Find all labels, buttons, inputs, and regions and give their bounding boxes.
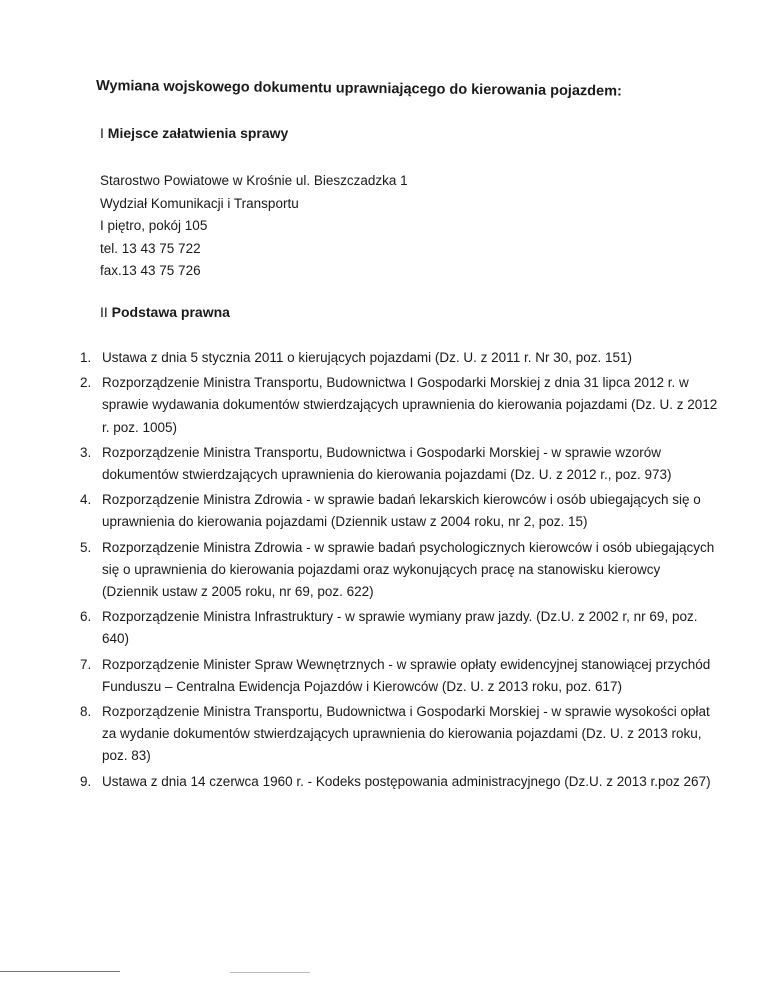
list-item-number: 1. <box>80 350 92 365</box>
section-2-title: Podstawa prawna <box>111 304 230 320</box>
list-item-text: Rozporządzenie Minister Spraw Wewnętrznych - w sprawie opłaty ewidencyjnej stanowiącej przychód Funduszu – Centralna Ewidencja Pojazdów i Kierowców (Dz. U. z 2013 roku, poz. 617) <box>102 656 711 694</box>
list-item <box>80 771 720 793</box>
scan-artifact-line <box>230 972 310 973</box>
section-1-numeral: I <box>100 125 104 141</box>
list-item <box>80 442 720 486</box>
list-item-number: 2. <box>80 375 92 391</box>
section-1-title: Miejsce załatwienia sprawy <box>107 125 289 141</box>
address-line: Wydział Komunikacji i Transportu <box>100 195 299 211</box>
list-item-number: 7. <box>80 656 92 672</box>
list-item-number: 5. <box>80 539 92 555</box>
section-1-heading <box>100 125 288 141</box>
list-item-number: 8. <box>80 704 92 720</box>
list-item-text: Rozporządzenie Ministra Transportu, Budownictwa i Gospodarki Morskiej - w sprawie wysokości opłat za wydanie dokumentów stwierdzających uprawnienia do kierowania pojazdami (Dz. U. z 2013 roku, poz. 83) <box>102 704 710 764</box>
list-item-text: Rozporządzenie Ministra Zdrowia - w sprawie badań psychologicznych kierowców i osób ubiegających się o uprawnienia do kierowania pojazdami oraz wykonujących pracę na stanowisku kierowcy (Dziennik ustaw z 2005 roku, nr 69, poz. 622) <box>102 539 715 600</box>
list-item-text: Rozporządzenie Ministra Transportu, Budownictwa i Gospodarki Morskiej - w sprawie wzorów dokumentów stwierdzających uprawnienia do kierowania pojazdami (Dz. U. z 2012 r., poz. 973) <box>102 444 672 483</box>
list-item-text: Rozporządzenie Ministra Infrastruktury - w sprawie wymiany praw jazdy. (Dz.U. z 2002 r, nr 69, poz. 640) <box>102 609 698 647</box>
list-item <box>80 537 720 604</box>
list-item-text: Rozporządzenie Ministra Zdrowia - w sprawie badań lekarskich kierowców i osób ubiegających się o uprawnienia do kierowania pojazdami (Dziennik ustaw z 2004 roku, nr 2, poz. 15) <box>102 492 701 530</box>
list-item-text: Rozporządzenie Ministra Transportu, Budownictwa I Gospodarki Morskiej z dnia 31 lipca 2012 r. w sprawie wydawania dokumentów stwierdzających uprawnienia do kierowania pojazdami (Dz. U. z 2012 r. poz. 1005) <box>102 375 718 435</box>
legal-basis-list <box>80 347 720 796</box>
address-line: Starostwo Powiatowe w Krośnie ul. Bieszczadzka 1 <box>100 173 408 188</box>
list-item-number: 9. <box>80 773 92 789</box>
section-2-numeral: II <box>100 304 108 320</box>
document-title: Wymiana wojskowego dokumentu uprawniającego do kierowania pojazdem: <box>95 78 622 100</box>
scan-artifact-line <box>0 971 120 972</box>
list-item-text: Ustawa z dnia 5 stycznia 2011 o kierujących pojazdami (Dz. U. z 2011 r. Nr 30, poz. 151) <box>102 350 633 365</box>
list-item <box>80 347 720 369</box>
list-item-number: 6. <box>80 609 92 625</box>
list-item-number: 4. <box>80 492 92 508</box>
address-line: fax.13 43 75 726 <box>100 263 201 278</box>
address-line: I piętro, pokój 105 <box>100 218 208 233</box>
list-item <box>80 701 720 768</box>
list-item <box>80 489 720 533</box>
address-block <box>100 170 408 283</box>
list-item-text: Ustawa z dnia 14 czerwca 1960 r. - Kodeks postępowania administracyjnego (Dz.U. z 2013 r.poz 267) <box>102 773 711 789</box>
list-item <box>80 372 720 439</box>
list-item <box>80 606 720 650</box>
list-item-number: 3. <box>80 444 92 460</box>
address-line: tel. 13 43 75 722 <box>100 240 201 256</box>
section-2-heading <box>100 304 230 320</box>
list-item <box>80 654 720 698</box>
